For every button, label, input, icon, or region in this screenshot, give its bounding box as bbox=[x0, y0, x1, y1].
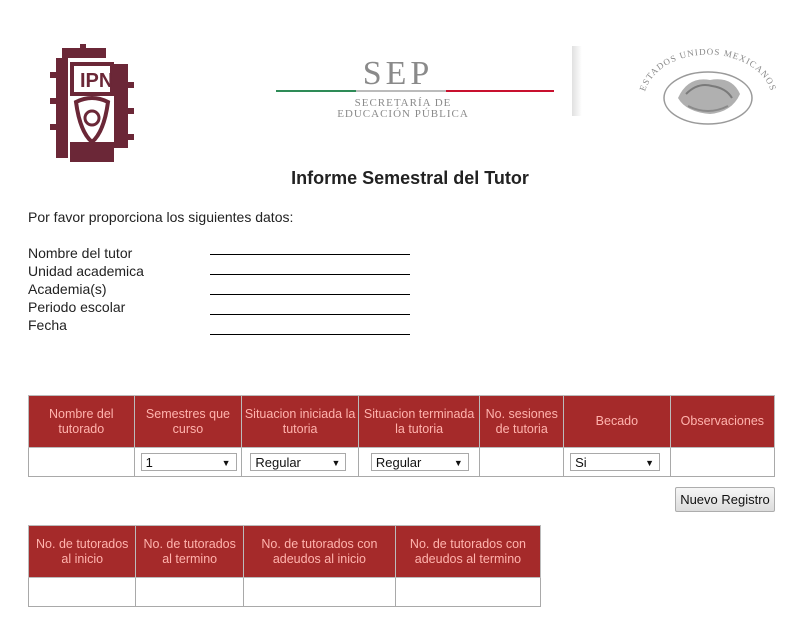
field-label-nombre-tutor: Nombre del tutor bbox=[28, 245, 133, 261]
field-line-unidad-academica[interactable] bbox=[210, 274, 410, 275]
chevron-down-icon: ▼ bbox=[331, 457, 341, 468]
situacion-final-select[interactable] bbox=[371, 453, 469, 471]
col-header-nombre-tutorado: Nombre del tutorado bbox=[29, 396, 135, 448]
field-label-academias: Academia(s) bbox=[28, 281, 107, 297]
summary-table bbox=[28, 525, 541, 607]
field-line-academias[interactable] bbox=[210, 294, 410, 295]
chevron-down-icon: ▼ bbox=[645, 457, 655, 468]
col-header-observaciones: Observaciones bbox=[670, 396, 774, 448]
semestres-select[interactable] bbox=[141, 453, 237, 471]
cell-adeudos-inicio[interactable] bbox=[243, 578, 395, 607]
col-header-adeudos-termino: No. de tutorados con adeudos al termino bbox=[395, 526, 540, 578]
field-label-unidad-academica: Unidad academica bbox=[28, 263, 144, 279]
field-line-periodo-escolar[interactable] bbox=[210, 314, 410, 315]
sep-logo bbox=[270, 52, 580, 122]
page-title: Informe Semestral del Tutor bbox=[291, 168, 529, 188]
cell-nombre-tutorado[interactable] bbox=[29, 448, 135, 477]
semestres-value: 1 bbox=[145, 454, 153, 470]
seal-text: ESTADOS UNIDOS MEXICANOS bbox=[637, 48, 779, 93]
becado-select[interactable] bbox=[570, 453, 660, 471]
sep-subtitle-line2: EDUCACIÓN PÚBLICA bbox=[337, 108, 469, 120]
field-line-fecha[interactable] bbox=[210, 334, 410, 335]
chevron-down-icon: ▼ bbox=[221, 457, 231, 468]
cell-situacion-inicial bbox=[242, 448, 358, 477]
cell-situacion-final bbox=[358, 448, 480, 477]
col-header-adeudos-inicio: No. de tutorados con adeudos al inicio bbox=[243, 526, 395, 578]
field-label-periodo-escolar: Periodo escolar bbox=[28, 299, 126, 315]
cell-semestres bbox=[134, 448, 242, 477]
situacion-final-value: Regular bbox=[375, 454, 422, 470]
sep-title: SEP bbox=[362, 55, 434, 92]
situacion-inicial-select[interactable] bbox=[250, 453, 346, 471]
col-header-semestres: Semestres que curso bbox=[134, 396, 242, 448]
cell-adeudos-termino[interactable] bbox=[395, 578, 540, 607]
cell-becado bbox=[564, 448, 671, 477]
nuevo-registro-button[interactable]: Nuevo Registro bbox=[675, 487, 775, 512]
field-label-fecha: Fecha bbox=[28, 317, 67, 333]
becado-value: Si bbox=[575, 454, 587, 470]
situacion-inicial-value: Regular bbox=[255, 454, 301, 470]
table-row bbox=[29, 448, 775, 477]
col-header-sesiones: No. sesiones de tutoria bbox=[480, 396, 564, 448]
chevron-down-icon: ▼ bbox=[453, 457, 463, 468]
cell-tutorados-inicio[interactable] bbox=[29, 578, 136, 607]
sep-subtitle-line1: SECRETARÍA DE bbox=[354, 97, 452, 109]
ipn-logo bbox=[50, 42, 134, 166]
tutorado-table bbox=[28, 395, 775, 477]
cell-tutorados-termino[interactable] bbox=[136, 578, 243, 607]
sep-logo-shadow bbox=[572, 46, 582, 116]
table-row bbox=[29, 578, 541, 607]
intro-text: Por favor proporciona los siguientes datos: bbox=[28, 209, 294, 225]
col-header-tutorados-termino: No. de tutorados al termino bbox=[136, 526, 243, 578]
col-header-tutorados-inicio: No. de tutorados al inicio bbox=[29, 526, 136, 578]
table-header-row bbox=[29, 396, 775, 448]
summary-header-row bbox=[29, 526, 541, 578]
col-header-becado: Becado bbox=[564, 396, 671, 448]
col-header-situacion-inicial: Situacion iniciada la tutoria bbox=[242, 396, 358, 448]
cell-sesiones[interactable] bbox=[480, 448, 564, 477]
mexican-seal-logo bbox=[630, 48, 780, 128]
col-header-situacion-final: Situacion terminada la tutoria bbox=[358, 396, 480, 448]
field-line-nombre-tutor[interactable] bbox=[210, 254, 410, 255]
cell-observaciones[interactable] bbox=[670, 448, 774, 477]
ipn-logo-text: IPN bbox=[80, 70, 114, 92]
